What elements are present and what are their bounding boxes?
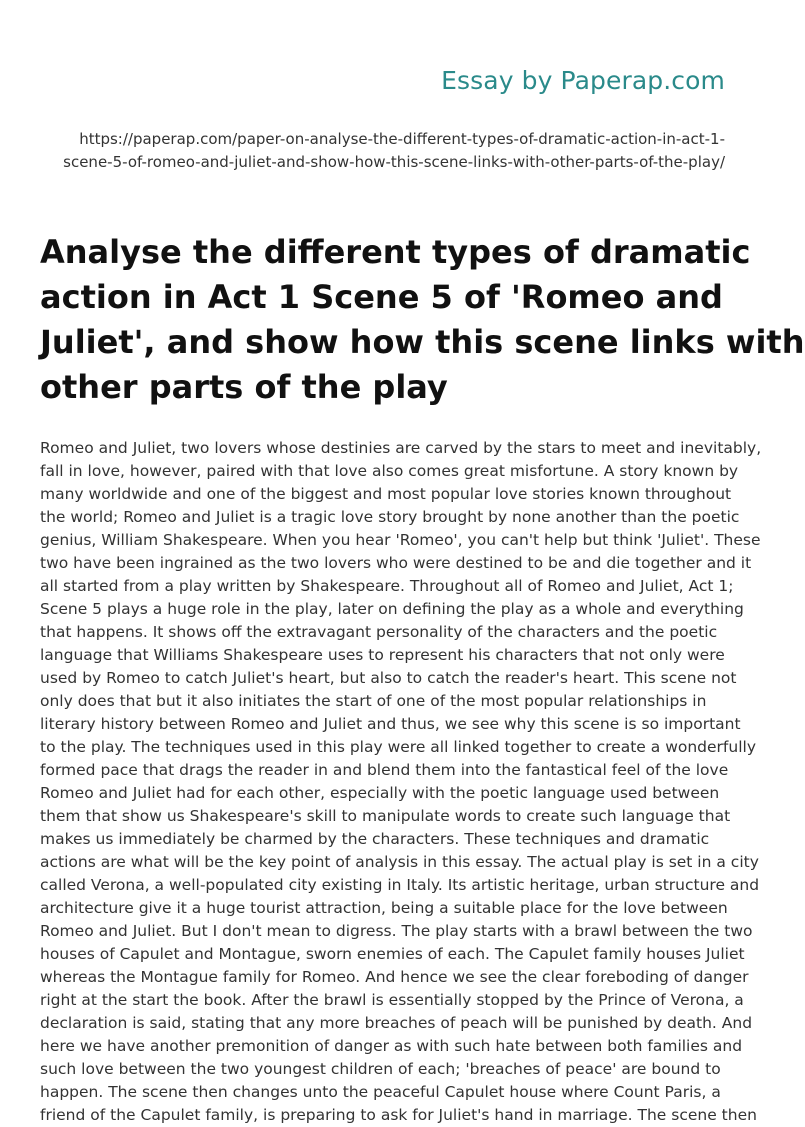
body-line: architecture give it a huge tourist attraction, being a suitable place for the love between (40, 899, 728, 917)
body-line: that happens. It shows off the extravagant personality of the characters and the poetic (40, 623, 718, 641)
body-line: Romeo and Juliet had for each other, especially with the poetic language used between (40, 784, 720, 802)
essay-title-line: other parts of the play (40, 368, 448, 406)
source-url-line: scene-5-of-romeo-and-juliet-and-show-how-this-scene-links-with-other-parts-of-the-play/ (63, 153, 725, 171)
source-url-line: https://paperap.com/paper-on-analyse-the-different-types-of-dramatic-action-in-act-1- (79, 130, 725, 148)
body-line: used by Romeo to catch Juliet's heart, but also to catch the reader's heart. This scene not (40, 669, 737, 687)
body-line: Romeo and Juliet. But I don't mean to digress. The play starts with a brawl between the two (40, 922, 753, 940)
body-line: here we have another premonition of danger as with such hate between both families and (40, 1037, 743, 1055)
body-line: whereas the Montague family for Romeo. And hence we see the clear foreboding of danger (40, 968, 749, 986)
body-line: them that show us Shakespeare's skill to manipulate words to create such language that (40, 807, 731, 825)
body-line: the world; Romeo and Juliet is a tragic love story brought by none another than the poetic (40, 508, 740, 526)
body-line: such love between the two youngest children of each; 'breaches of peace' are bound to (40, 1060, 721, 1078)
body-line: to the play. The techniques used in this play were all linked together to create a wonderfully (40, 738, 756, 756)
body-line-cut-off: friend of the Capulet family, is preparing to ask for Juliet's hand in marriage. The scene then (40, 1106, 757, 1124)
body-line: literary history between Romeo and Juliet and thus, we see why this scene is so important (40, 715, 741, 733)
body-line: called Verona, a well-populated city existing in Italy. Its artistic heritage, urban structure and (40, 876, 760, 894)
body-line: Scene 5 plays a huge role in the play, later on defining the play as a whole and everything (40, 600, 744, 618)
body-line: genius, William Shakespeare. When you hear 'Romeo', you can't help but think 'Juliet'. These (40, 531, 761, 549)
body-line: makes us immediately be charmed by the characters. These techniques and dramatic (40, 830, 710, 848)
body-line: Romeo and Juliet, two lovers whose destinies are carved by the stars to meet and inevitably, (40, 439, 762, 457)
body-line: language that Williams Shakespeare uses to represent his characters that not only were (40, 646, 725, 664)
body-line: two have been ingrained as the two lovers who were destined to be and die together and it (40, 554, 752, 572)
essay-title (40, 230, 805, 410)
body-line: happen. The scene then changes unto the peaceful Capulet house where Count Paris, a (40, 1083, 721, 1101)
source-url[interactable] (25, 128, 725, 174)
essay-title-line: Juliet', and show how this scene links with (40, 323, 805, 361)
essay-body (40, 437, 762, 1124)
body-line: formed pace that drags the reader in and blend them into the fantastical feel of the love (40, 761, 729, 779)
body-line: houses of Capulet and Montague, sworn enemies of each. The Capulet family houses Juliet (40, 945, 745, 963)
body-line: many worldwide and one of the biggest and most popular love stories known throughout (40, 485, 732, 503)
site-brand[interactable]: Essay by Paperap.com (441, 66, 725, 95)
essay-title-line: action in Act 1 Scene 5 of 'Romeo and (40, 278, 723, 316)
body-line: actions are what will be the key point of analysis in this essay. The actual play is set in a city (40, 853, 759, 871)
body-line: fall in love, however, paired with that love also comes great misfortune. A story known by (40, 462, 739, 480)
essay-title-line: Analyse the different types of dramatic (40, 233, 751, 271)
body-line: all started from a play written by Shakespeare. Throughout all of Romeo and Juliet, Act 1; (40, 577, 734, 595)
body-line: only does that but it also initiates the start of one of the most popular relationships in (40, 692, 707, 710)
body-line: right at the start the book. After the brawl is essentially stopped by the Prince of Verona, a (40, 991, 744, 1009)
body-line: declaration is said, stating that any more breaches of peach will be punished by death. And (40, 1014, 753, 1032)
